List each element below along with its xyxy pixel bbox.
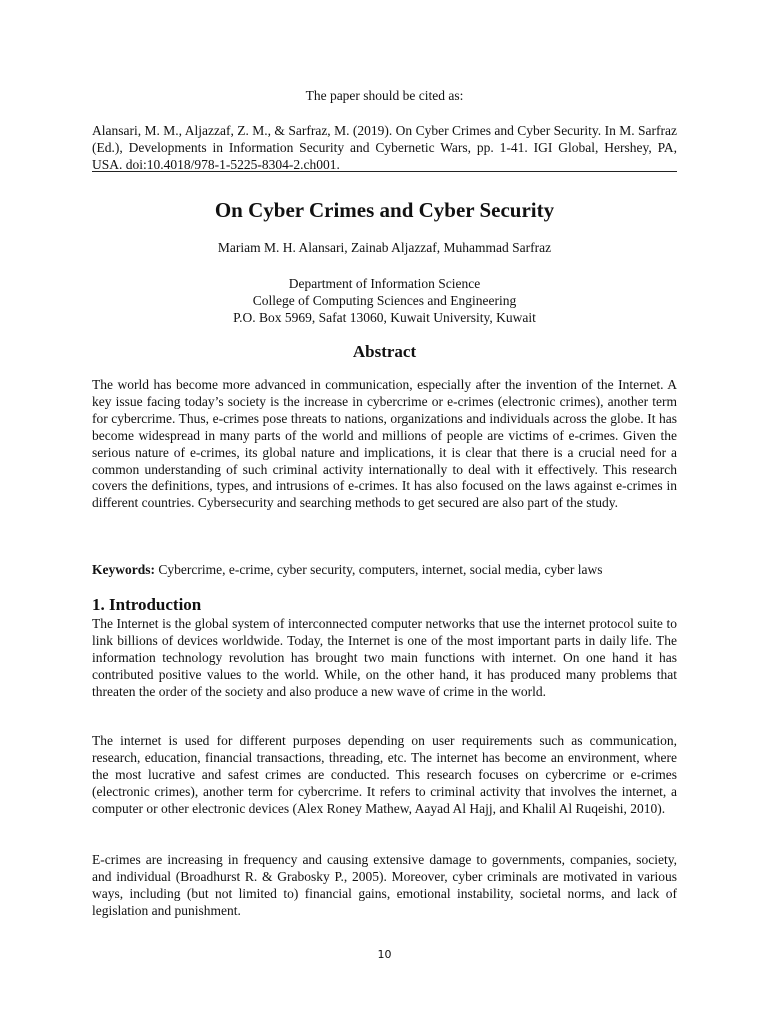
abstract-text: The world has become more advanced in communication, especially after the invention of the Internet. A key issue facing today’s society is the increase in cybercrime or e-crimes (electronic crimes), another term for cybercrime. Thus, e-crimes pose threats to nations, organizations and individuals across the globe. It has become widespread in many parts of the world and millions of people are victims of e-crimes. Given the serious nature of e-crimes, its global nature and implications, it is clear that there is a crucial need for a common understanding of such criminal activity internationally to deal with it effectively. This research covers the definitions, types, and intrusions of e-crimes. It has also focused on the laws against e-crimes in different countries. Cybersecurity and searching methods to get secured are also part of the study. bbox=[92, 377, 677, 511]
keywords-line bbox=[92, 562, 677, 578]
intro-paragraph: The Internet is the global system of interconnected computer networks that use the internet protocol suite to link billions of devices worldwide. Today, the Internet is one of the most important parts in daily life. The information technology revolution has brought two main functions with internet. On one hand it has contributed positive values to the world. While, on the other hand, it has produced many problems that threaten the order of the society and also produce a new wave of crime in the world. bbox=[92, 616, 677, 699]
paper-title: On Cyber Crimes and Cyber Security bbox=[214, 198, 555, 222]
abstract-heading: Abstract bbox=[352, 342, 417, 361]
author-list: Mariam M. H. Alansari, Zainab Aljazzaf, Muhammad Sarfraz bbox=[217, 240, 552, 255]
keywords-text: Cybercrime, e-crime, cyber security, computers, internet, social media, cyber laws bbox=[155, 562, 603, 577]
intro-paragraph: The internet is used for different purposes depending on user requirements such as communication, research, education, financial transactions, threading, etc. The internet has become an environment, where the most lucrative and safest crimes are conducted. This research focuses on cybercrime or e-crimes (electronic crimes), another term for cybercrime. It refers to criminal activity that involves the internet, a computer or other electronic devices (Alex Roney Mathew, Aayad Al Hajj, and Khalil Al Ruqeishi, 2010). bbox=[92, 733, 677, 816]
affiliation-department: Department of Information Science bbox=[288, 276, 481, 291]
intro-paragraph: E-crimes are increasing in frequency and causing extensive damage to governments, companies, society, and individual (Broadhurst R. & Grabosky P., 2005). Moreover, cyber criminals are motivated in various ways, including (but not limited to) financial gains, emotional instability, societal norms, and lack of legislation and punishment. bbox=[92, 852, 677, 918]
citation-heading: The paper should be cited as: bbox=[305, 88, 464, 103]
page-number: 10 bbox=[377, 948, 392, 961]
affiliation-address: P.O. Box 5969, Safat 13060, Kuwait University, Kuwait bbox=[233, 310, 536, 325]
affiliation bbox=[92, 275, 677, 326]
introduction-heading: 1. Introduction bbox=[92, 595, 202, 614]
affiliation-college: College of Computing Sciences and Engineering bbox=[252, 293, 517, 308]
header-divider bbox=[92, 171, 677, 172]
citation-text: Alansari, M. M., Aljazzaf, Z. M., & Sarfraz, M. (2019). On Cyber Crimes and Cyber Security. In M. Sarfraz (Ed.), Developments in Information Security and Cybernetic Wars, pp. 1-41. IGI Global, Hershey, PA, USA. doi:10.4018/978-1-5225-8304-2.ch001. bbox=[92, 123, 677, 172]
keywords-label: Keywords: bbox=[92, 562, 155, 577]
